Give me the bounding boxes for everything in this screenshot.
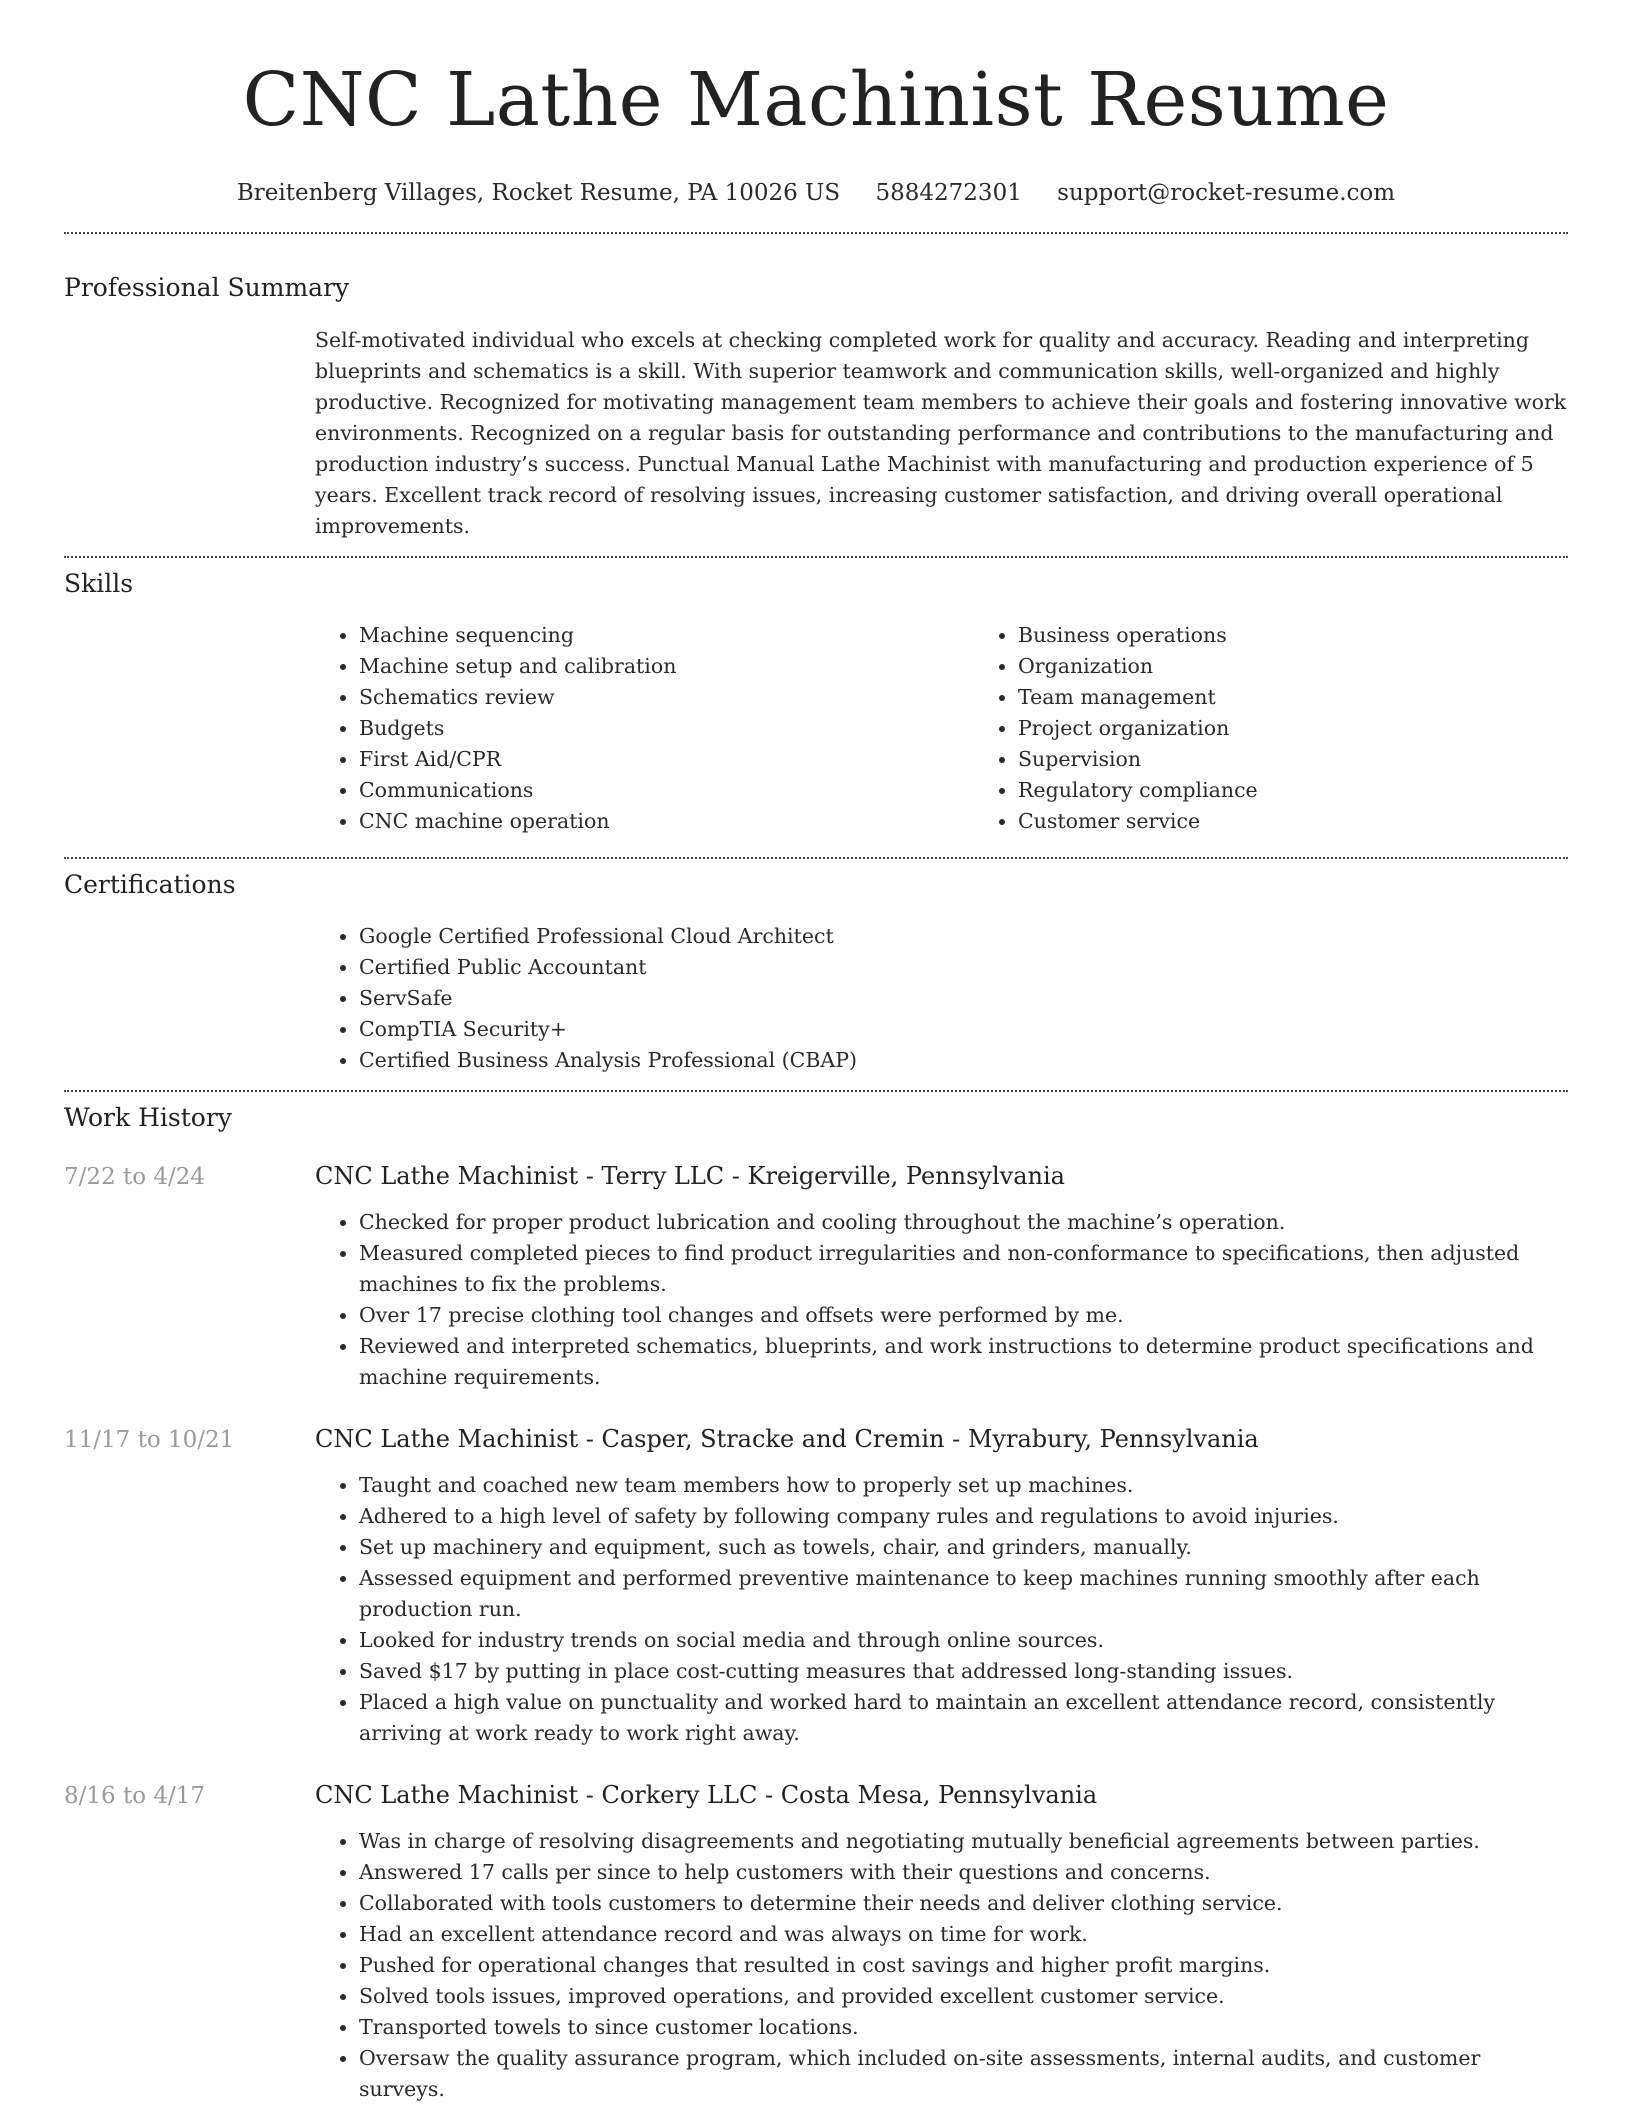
skills-section	[64, 568, 1568, 837]
certification-item: • Google Certified Professional Cloud Architect	[359, 921, 1568, 952]
job-title: CNC Lathe Machinist - Corkery LLC - Costa Mesa, Pennsylvania	[315, 1781, 1098, 1809]
skills-list-left	[315, 620, 974, 837]
contact-email: support@rocket-resume.com	[1057, 180, 1396, 206]
section-title-skills: Skills	[64, 569, 134, 598]
job-bullet: • Checked for proper product lubrication and cooling throughout the machine’s operation.	[359, 1207, 1568, 1238]
job-bullets-container	[315, 1826, 1568, 2105]
job-bullet: • Assessed equipment and performed preventive maintenance to keep machines running smoothly after each production run.	[359, 1563, 1568, 1625]
skill-item: • Machine setup and calibration	[359, 651, 974, 682]
job-bullet: • Transported towels to since customer locations.	[359, 2012, 1568, 2043]
divider	[64, 232, 1568, 234]
section-title-summary: Professional Summary	[64, 273, 350, 302]
skill-item: • Regulatory compliance	[1018, 775, 1632, 806]
job-bullet: • Placed a high value on punctuality and worked hard to maintain an excellent attendance record, consistently arriving at work ready to work right away.	[359, 1687, 1568, 1749]
job-title: CNC Lathe Machinist - Terry LLC - Kreigerville, Pennsylvania	[315, 1162, 1065, 1190]
job-entry	[64, 1160, 1568, 1393]
certifications-body	[315, 921, 1568, 1076]
job-bullet: • Set up machinery and equipment, such as towels, chair, and grinders, manually.	[359, 1532, 1568, 1563]
job-bullet: • Solved tools issues, improved operations, and provided excellent customer service.	[359, 1981, 1568, 2012]
job-bullets	[315, 1826, 1568, 2105]
skill-item: • Communications	[359, 775, 974, 806]
job-bullet: • Had an excellent attendance record and was always on time for work.	[359, 1919, 1568, 1950]
certification-item: • Certified Public Accountant	[359, 952, 1568, 983]
job-bullet: • Oversaw the quality assurance program, which included on-site assessments, internal audits, and customer surveys.	[359, 2043, 1568, 2105]
skill-item: • Schematics review	[359, 682, 974, 713]
divider	[64, 1090, 1568, 1092]
job-bullet: • Collaborated with tools customers to determine their needs and deliver clothing service.	[359, 1888, 1568, 1919]
job-bullet: • Pushed for operational changes that resulted in cost savings and higher profit margins.	[359, 1950, 1568, 1981]
skill-item: • Business operations	[1018, 620, 1632, 651]
job-bullet: • Looked for industry trends on social media and through online sources.	[359, 1625, 1568, 1656]
job-dates: 7/22 to 4/24	[64, 1164, 206, 1190]
contact-line	[64, 178, 1568, 208]
job-bullet: • Taught and coached new team members how to properly set up machines.	[359, 1470, 1568, 1501]
certification-item: • ServSafe	[359, 983, 1568, 1014]
contact-phone: 5884272301	[875, 180, 1022, 206]
work-history-section	[64, 1102, 1568, 2105]
job-bullets-container	[315, 1207, 1568, 1393]
certifications-list	[315, 921, 1568, 1076]
summary-section	[64, 272, 1568, 542]
summary-body	[315, 325, 1568, 542]
job-bullet: • Adhered to a high level of safety by following company rules and regulations to avoid injuries.	[359, 1501, 1568, 1532]
skill-item: • Customer service	[1018, 806, 1632, 837]
job-bullets	[315, 1207, 1568, 1393]
contact-address: Breitenberg Villages, Rocket Resume, PA 10026 US	[236, 180, 841, 206]
job-bullet: • Reviewed and interpreted schematics, blueprints, and work instructions to determine product specifications and machine requirements.	[359, 1331, 1568, 1393]
skill-item: • Machine sequencing	[359, 620, 974, 651]
skill-item: • Budgets	[359, 713, 974, 744]
divider	[64, 857, 1568, 859]
skill-item: • Supervision	[1018, 744, 1632, 775]
certification-item: • CompTIA Security+	[359, 1014, 1568, 1045]
certifications-section	[64, 869, 1568, 1076]
skill-item: • Organization	[1018, 651, 1632, 682]
job-bullet: • Saved $17 by putting in place cost-cutting measures that addressed long-standing issues.	[359, 1656, 1568, 1687]
section-title-certifications: Certifications	[64, 870, 236, 899]
certification-item: • Certified Business Analysis Professional (CBAP)	[359, 1045, 1568, 1076]
job-entry	[64, 1423, 1568, 1749]
job-header	[64, 1423, 1568, 1456]
summary-text: Self-motivated individual who excels at checking completed work for quality and accuracy. Reading and interpreting blueprints and schematics is a skill. With superior teamwork and communication skills, well-organized and highly productive. Recognized for motivating management team members to achieve their goals and fostering innovative work environments. Recognized on a regular basis for outstanding performance and contributions to the manufacturing and production industry’s success. Punctual Manual Lathe Machinist with manufacturing and production experience of 5 years. Excellent track record of resolving issues, increasing customer satisfaction, and driving overall operational improvements.	[315, 328, 1567, 538]
job-bullet: • Measured completed pieces to find product irregularities and non-conformance to specifications, then adjusted machines to fix the problems.	[359, 1238, 1568, 1300]
job-title: CNC Lathe Machinist - Casper, Stracke and Cremin - Myrabury, Pennsylvania	[315, 1425, 1259, 1453]
divider	[64, 556, 1568, 558]
section-title-work-history: Work History	[64, 1103, 232, 1132]
skill-item: • First Aid/CPR	[359, 744, 974, 775]
skills-list-right	[974, 620, 1632, 837]
skill-item: • CNC machine operation	[359, 806, 974, 837]
job-header	[64, 1779, 1568, 1812]
job-bullet: • Over 17 precise clothing tool changes and offsets were performed by me.	[359, 1300, 1568, 1331]
skill-item: • Team management	[1018, 682, 1632, 713]
job-bullet: • Answered 17 calls per since to help customers with their questions and concerns.	[359, 1857, 1568, 1888]
job-bullets-container	[315, 1470, 1568, 1749]
job-header	[64, 1160, 1568, 1193]
resume-title: CNC Lathe Machinist Resume	[242, 57, 1390, 143]
job-entry	[64, 1779, 1568, 2105]
job-dates: 8/16 to 4/17	[64, 1783, 206, 1809]
skills-grid	[315, 620, 1568, 837]
job-bullet: • Was in charge of resolving disagreements and negotiating mutually beneficial agreements between parties.	[359, 1826, 1568, 1857]
job-dates: 11/17 to 10/21	[64, 1427, 235, 1453]
job-bullets	[315, 1470, 1568, 1749]
skill-item: • Project organization	[1018, 713, 1632, 744]
